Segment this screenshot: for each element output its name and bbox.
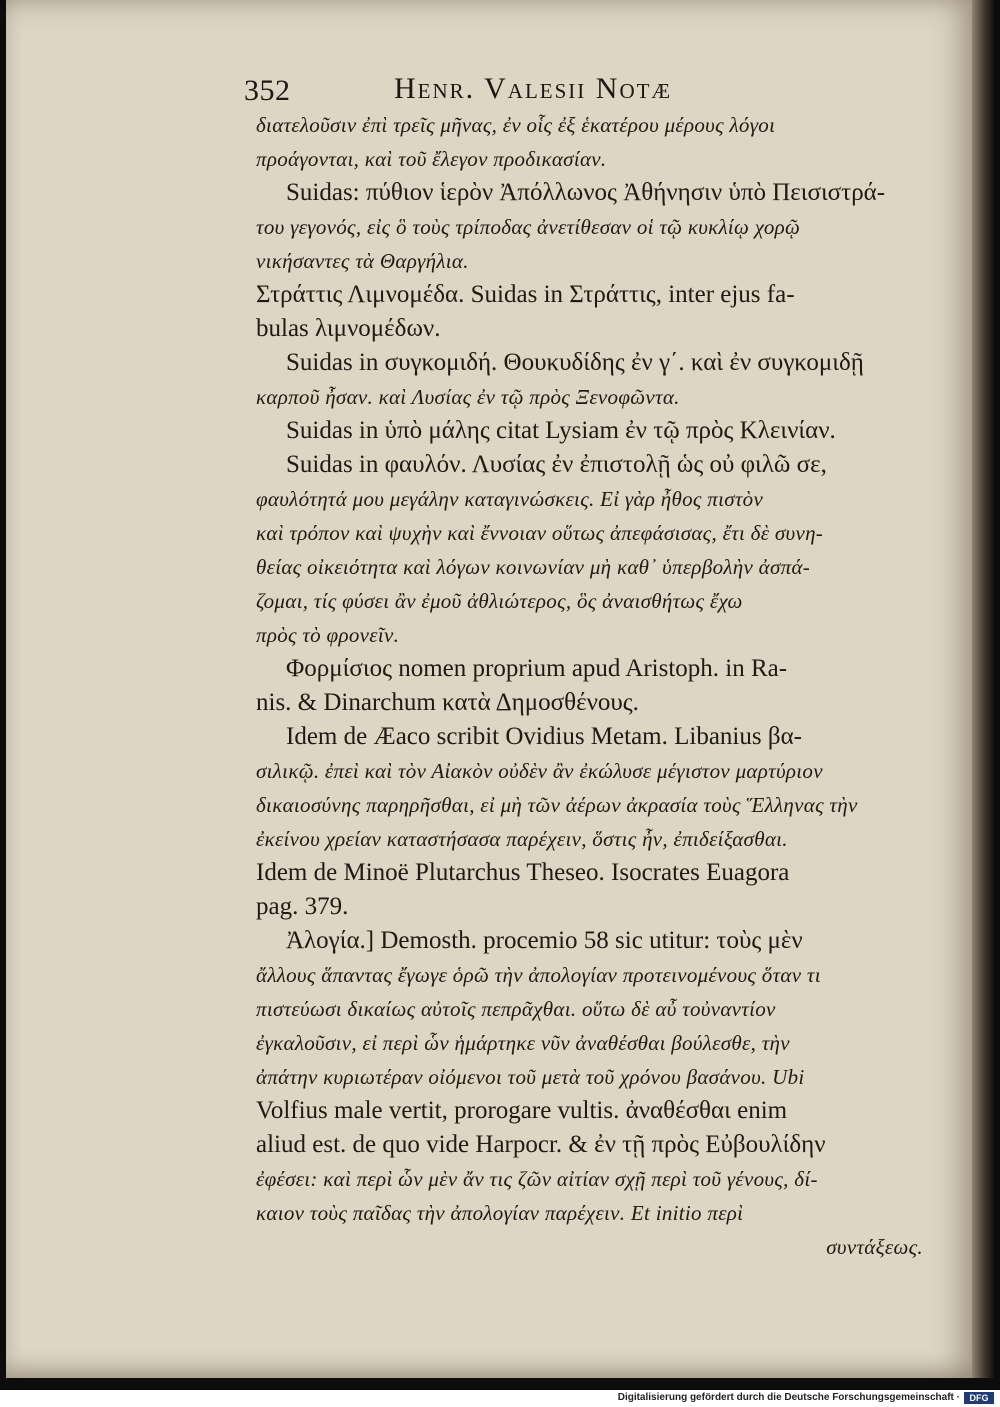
text-line: Volfius male vertit, prorogare vultis. ἀναθέσθαι enim [256, 1097, 788, 1124]
text-line: καὶ τρόπον καὶ ψυχὴν καὶ ἔννοιαν οὕτως ἀπεφάσισας, ἔτι δὲ συνη- [256, 521, 824, 545]
text-line: aliud est. de quo vide Harpocr. & ἐν τῇ πρὸς Εὐβουλίδην [256, 1131, 826, 1158]
text-line: πιστεύωσι δικαίως αὐτοῖς πεπρᾶχθαι. οὕτω δὲ αὖ τοὐναντίον [256, 997, 776, 1021]
text-line: Suidas in φαυλόν. Λυσίας ἐν ἐπιστολῇ ὡς οὐ φιλῶ σε, [286, 451, 827, 478]
footer-credit: Digitalisierung gefördert durch die Deutsche Forschungsgemeinschaft · [617, 1392, 960, 1403]
text-line: Suidas in συγκομιδή. Θουκυδίδης ἐν γ΄. καὶ ἐν συγκομιδῇ [286, 349, 864, 376]
text-line: Idem de Æaco scribit Ovidius Metam. Libanius βα- [286, 723, 802, 750]
text-line: Suidas in ὑπὸ μάλης citat Lysiam ἐν τῷ πρὸς Κλεινίαν. [286, 417, 836, 444]
text-line: καρποῦ ἦσαν. καὶ Λυσίας ἐν τῷ πρὸς Ξενοφῶντα. [256, 385, 680, 409]
text-line: ἐφέσει: καὶ περὶ ὧν μὲν ἄν τις ζῶν αἰτίαν σχῇ περὶ τοῦ γένους, δί- [256, 1167, 818, 1191]
text-line: ἄλλους ἅπαντας ἔγωγε ὁρῶ τὴν ἀπολογίαν προτεινομένους ὅταν τι [256, 963, 821, 987]
text-line: του γεγονός, εἰς ὃ τοὺς τρίποδας ἀνετίθεσαν οἱ τῷ κυκλίῳ χορῷ [256, 215, 801, 239]
text-line: διατελοῦσιν ἐπὶ τρεῖς μῆνας, ἐν οἷς ἐξ ἑκατέρου μέρους λόγοι [256, 113, 776, 137]
page-edge [972, 0, 994, 1378]
text-body [256, 108, 931, 1264]
text-line: δικαιοσύνης παρηρῆσθαι, εἰ μὴ τῶν ἀέρων ἀκρασία τοὺς Ἕλληνας τὴν [256, 793, 858, 817]
page-header [244, 70, 944, 110]
text-line: Suidas: πύθιον ἱερὸν Ἀπόλλωνος Ἀθήνησιν ὑπὸ Πεισιστρά- [286, 179, 886, 206]
text-line: καιον τοὺς παῖδας τὴν ἀπολογίαν παρέχειν. Et initio περὶ [256, 1201, 744, 1225]
text-line: νικήσαντες τὰ Θαργήλια. [256, 249, 469, 273]
digitization-footer [0, 1390, 1000, 1407]
text-line: pag. 379. [256, 893, 349, 920]
text-line: ἐγκαλοῦσιν, εἰ περὶ ὧν ἡμάρτηκε νῦν ἀναθέσθαι βούλεσθε, τὴν [256, 1031, 790, 1055]
text-line: πρὸς τὸ φρονεῖν. [256, 623, 400, 647]
text-line: σιλικῷ. ἐπεὶ καὶ τὸν Αἰακὸν οὐδὲν ἂν ἐκώλυσε μέγιστον μαρτύριον [256, 759, 823, 783]
text-line: φαυλότητά μου μεγάλην καταγινώσκεις. Εἰ γὰρ ἦθος πιστὸν [256, 487, 764, 511]
page-number: 352 [244, 74, 291, 107]
text-line: nis. & Dinarchum κατὰ Δημοσθένους. [256, 689, 639, 716]
dfg-logo-icon: DFG [964, 1392, 994, 1404]
running-title: Henr. Valesii Notæ [394, 72, 673, 105]
text-line: συντάξεως. [826, 1235, 923, 1259]
text-line: Ἀλογία.] Demosth. procemio 58 sic utitur: τοὺς μὲν [286, 927, 803, 954]
text-line: bulas λιμνομέδων. [256, 315, 441, 342]
text-line: Idem de Minoë Plutarchus Theseo. Isocrates Euagora [256, 859, 790, 886]
text-line: ζομαι, τίς φύσει ἂν ἐμοῦ ἀθλιώτερος, ὃς ἀναισθήτως ἔχω [256, 589, 743, 613]
text-line: προάγονται, καὶ τοῦ ἔλεγον προδικασίαν. [256, 147, 607, 171]
book-page [6, 0, 978, 1378]
text-line: ἐκείνου χρείαν καταστήσασα παρέχειν, ὅστις ἦν, ἐπιδείξασθαι. [256, 827, 788, 851]
text-line: Φορμίσιος nomen proprium apud Aristoph. in Ra- [286, 655, 788, 682]
text-line: ἀπάτην κυριωτέραν οἰόμενοι τοῦ μετὰ τοῦ χρόνου βασάνου. Ubi [256, 1065, 805, 1089]
text-line: Στράττις Λιμνομέδα. Suidas in Στράττις, inter ejus fa- [256, 281, 795, 308]
text-line: θείας οἰκειότητα καὶ λόγων κοινωνίαν μὴ καθ᾽ ὑπερβολὴν ἀσπά- [256, 555, 811, 579]
